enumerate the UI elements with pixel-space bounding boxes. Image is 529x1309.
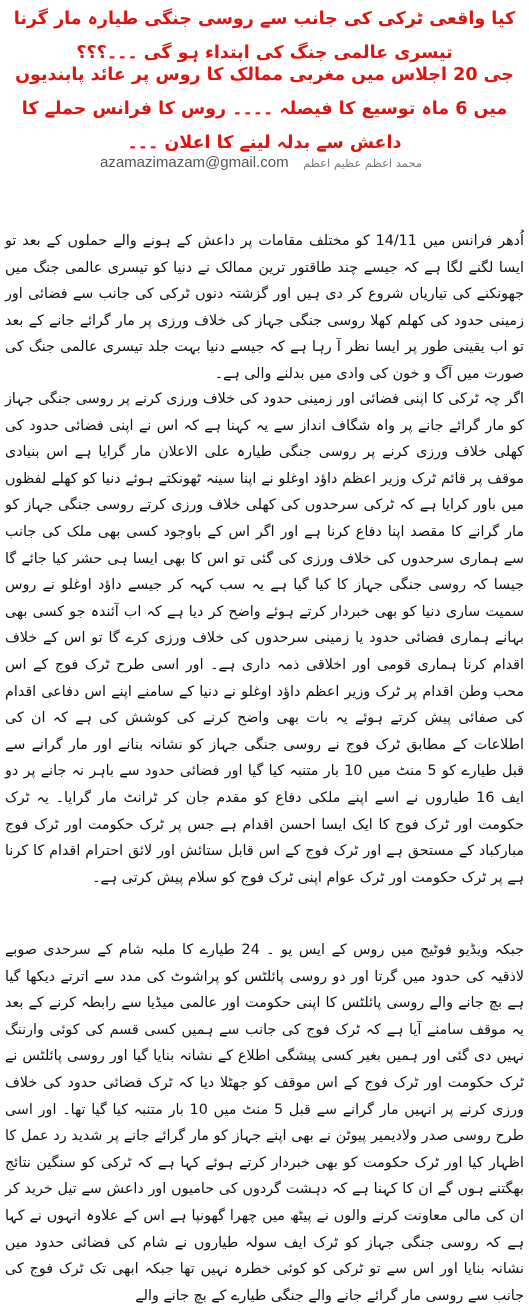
author-name: محمد اعظم عظیم اعظم [303,156,423,170]
article-headline: کیا واقعی ٹرکی کی جانب سے روسی جنگی طیارہ مار گرنا تیسری عالمی جنگ کی ابتداء ہو گی ۔۔۔؟؟؟ [13,9,516,63]
author-email: azamazimazam@gmail.com [100,154,289,171]
article-paragraph: اگر چہ ٹرکی کا اپنی فضائی اور زمینی حدود کی خلاف ورزی کرنے پر روسی جنگی جہاز کو مار گرائے جانے پر واہ شگاف انداز سے یہ کہنا ہے کہ اس نے اپنی فضائی حدود کی کھلی خلاف ورزی کرنے پر روسی جنگی طیارہ علی الاعلان مار گرایا ہے اس بنیادی موقف پر قائم ٹرک وزیر اعظم داؤد اوغلو نے اپنا سینہ ٹھونکتے ہوئے دنیا کو کھلے لفظوں میں باور کرایا ہے کہ ٹرکی سرحدوں کی کھلی خلاف ورزی کرتے روسی جنگی جہاز کو مار گرانے کا مقصد اپنا دفاع کرنا ہے اور اگر اس کے باوجود کسی بھی ملک کی جانب سے ہماری سرحدوں کی خلاف ورزی کی گئی تو اس کا بھی ایسا ہی حشر کیا جائے گا جیسا کہ روسی جنگی جہاز کا کیا گیا ہے یہ سب کہہ کر جیسے داؤد اوغلو نے روس سمیت ساری دنیا کو بھی خبردار کرتے ہوئے واضح کر دیا ہے کہ اب آئندہ جو کسی بھی بہانے ہماری فضائی حدود یا زمینی سرحدوں کی خلاف ورزی کرے گا تو اس کے خلاف اقدام کرنا ہماری قومی اور اخلاقی ذمہ داری ہے۔ اور اسی طرح ٹرک فوج کے اس محب وطن اقدام پر ٹرک وزیر اعظم داؤد اوغلو نے دنیا کے سامنے اپنے اس دفاعی اقدام کی صفائی پیش کرتے ہوئے یہ بات بھی واضح کرنے کی کوشش کی ہے کہ ان کی اطلاعات کے مطابق ٹرک فوج نے روسی جنگی جہاز کو نشانہ بنانے اور مار گرانے سے قبل طیارے کو 5 منٹ میں 10 بار متنبہ کیا گیا اور فضائی حدود سے باہر نہ جانے پر دو ایف 16 طیاروں نے اسے اپنے ملکی دفاع کو مقدم جان کر ٹرانٹ مار گرایا۔ یہ ٹرک حکومت اور ٹرک فوج کا ایک ایسا احسن اقدام ہے جس پر ٹرک حکومت اور ٹرک فوج مبارکباد کے مستحق ہے اور ٹرک فوج کے اس قابل ستائش اور لائق احترام اقدام کا کرنا ہے پر ٹرک حکومت اور ٹرک عوام اپنی ٹرک فوج کو سلام پیش کرتی ہے۔ [5,391,524,886]
article-paragraph: جبکہ ویڈیو فوٹیج میں روس کے ایس یو ۔ 24 طیارے کا ملبہ شام کے سرحدی صوبے لاذقیہ کی حدود میں گرتا اور دو روسی پائلٹس کو پراشوٹ کی مدد سے اترتے دیکھا گیا ہے بچ جانے والے روسی پائلٹس کا اپنی حکومت اور عالمی میڈیا سے رابطہ کرنے کے بعد یہ موقف سامنے آیا ہے کہ ٹرک فوج کی جانب سے ہمیں کسی قسم کی کوئی وارننگ نہیں دی گئی اور ہمیں بغیر کسی پیشگی اطلاع کے نشانہ بنایا گیا اور روسی پائلٹس نے ٹرک حکومت اور ٹرک فوج کے اس موقف کو جھٹلا دیا کہ ٹرک فضائی حدود کی خلاف ورزی کرنے پر انہیں مار گرانے سے قبل 5 منٹ میں 10 بار متنبہ کیا گیا تھا۔ اور اسی طرح روسی صدر ولادیمیر پیوٹن نے بھی اپنے جہاز کو مار گرائے جانے پر شدید رد عمل کا اظہار کیا اور ٹرک حکومت کو بھی خبردار کرتے ہوئے کہا ہے کہ ٹرکی کو سنگین نتائج بھگتنے ہوں گے ان کا کہنا ہے کہ دہشت گردوں کی حامیوں اور داعش سے تیل خرید کر ان کی مالی معاونت کرنے والوں نے پیٹھ میں چھرا گھونپا ہے اس کے علاوہ انہوں نے کہا ہے کہ روسی جنگی جہاز کو ٹرک ایف سولہ طیاروں نے شام کی فضائی حدود میں نشانہ بنایا اور اس سے تو ٹرکی کو کوئی خطرہ نہیں تھا جبکہ ابھی تک ٹرک فوج کی جانب سے روسی مار گرائے جانے والے جنگی طیارے کے بچ جانے والے [5,942,524,1304]
author-byline [100,153,445,173]
article-paragraph: اُدھر فرانس میں 14/11 کو مختلف مقامات پر داعش کے ہونے والے حملوں کے بعد تو ایسا لگنے لگا ہے کہ جیسے چند طاقتور ترین ممالک نے دنیا کو تیسری عالمی جنگ میں جھونکنے کی تیاریاں شروع کر دی ہیں اور گزشتہ دنوں ٹرکی کی جانب سے فضائی اور زمینی حدود کی کھلم کھلا روسی جنگی جہاز کی خلاف ورزی پر مار گرائے جانے کے بعد تو اب یقینی طور پر ایسا نظر آ رہا ہے کہ جیسے دنیا بہت جلد تیسری عالمی جنگ کی صورت میں آگ و خون کی وادی میں بدلنے والی ہے۔ [5,233,524,382]
article-subheadline: جی 20 اجلاس میں مغربی ممالک کا روس پر عائد پابندیوں میں 6 ماہ توسیع کا فیصلہ ۔۔۔۔ روس کا فرانس حملے کا داعش سے بدلہ لینے کا اعلان ۔۔۔ [15,65,514,153]
